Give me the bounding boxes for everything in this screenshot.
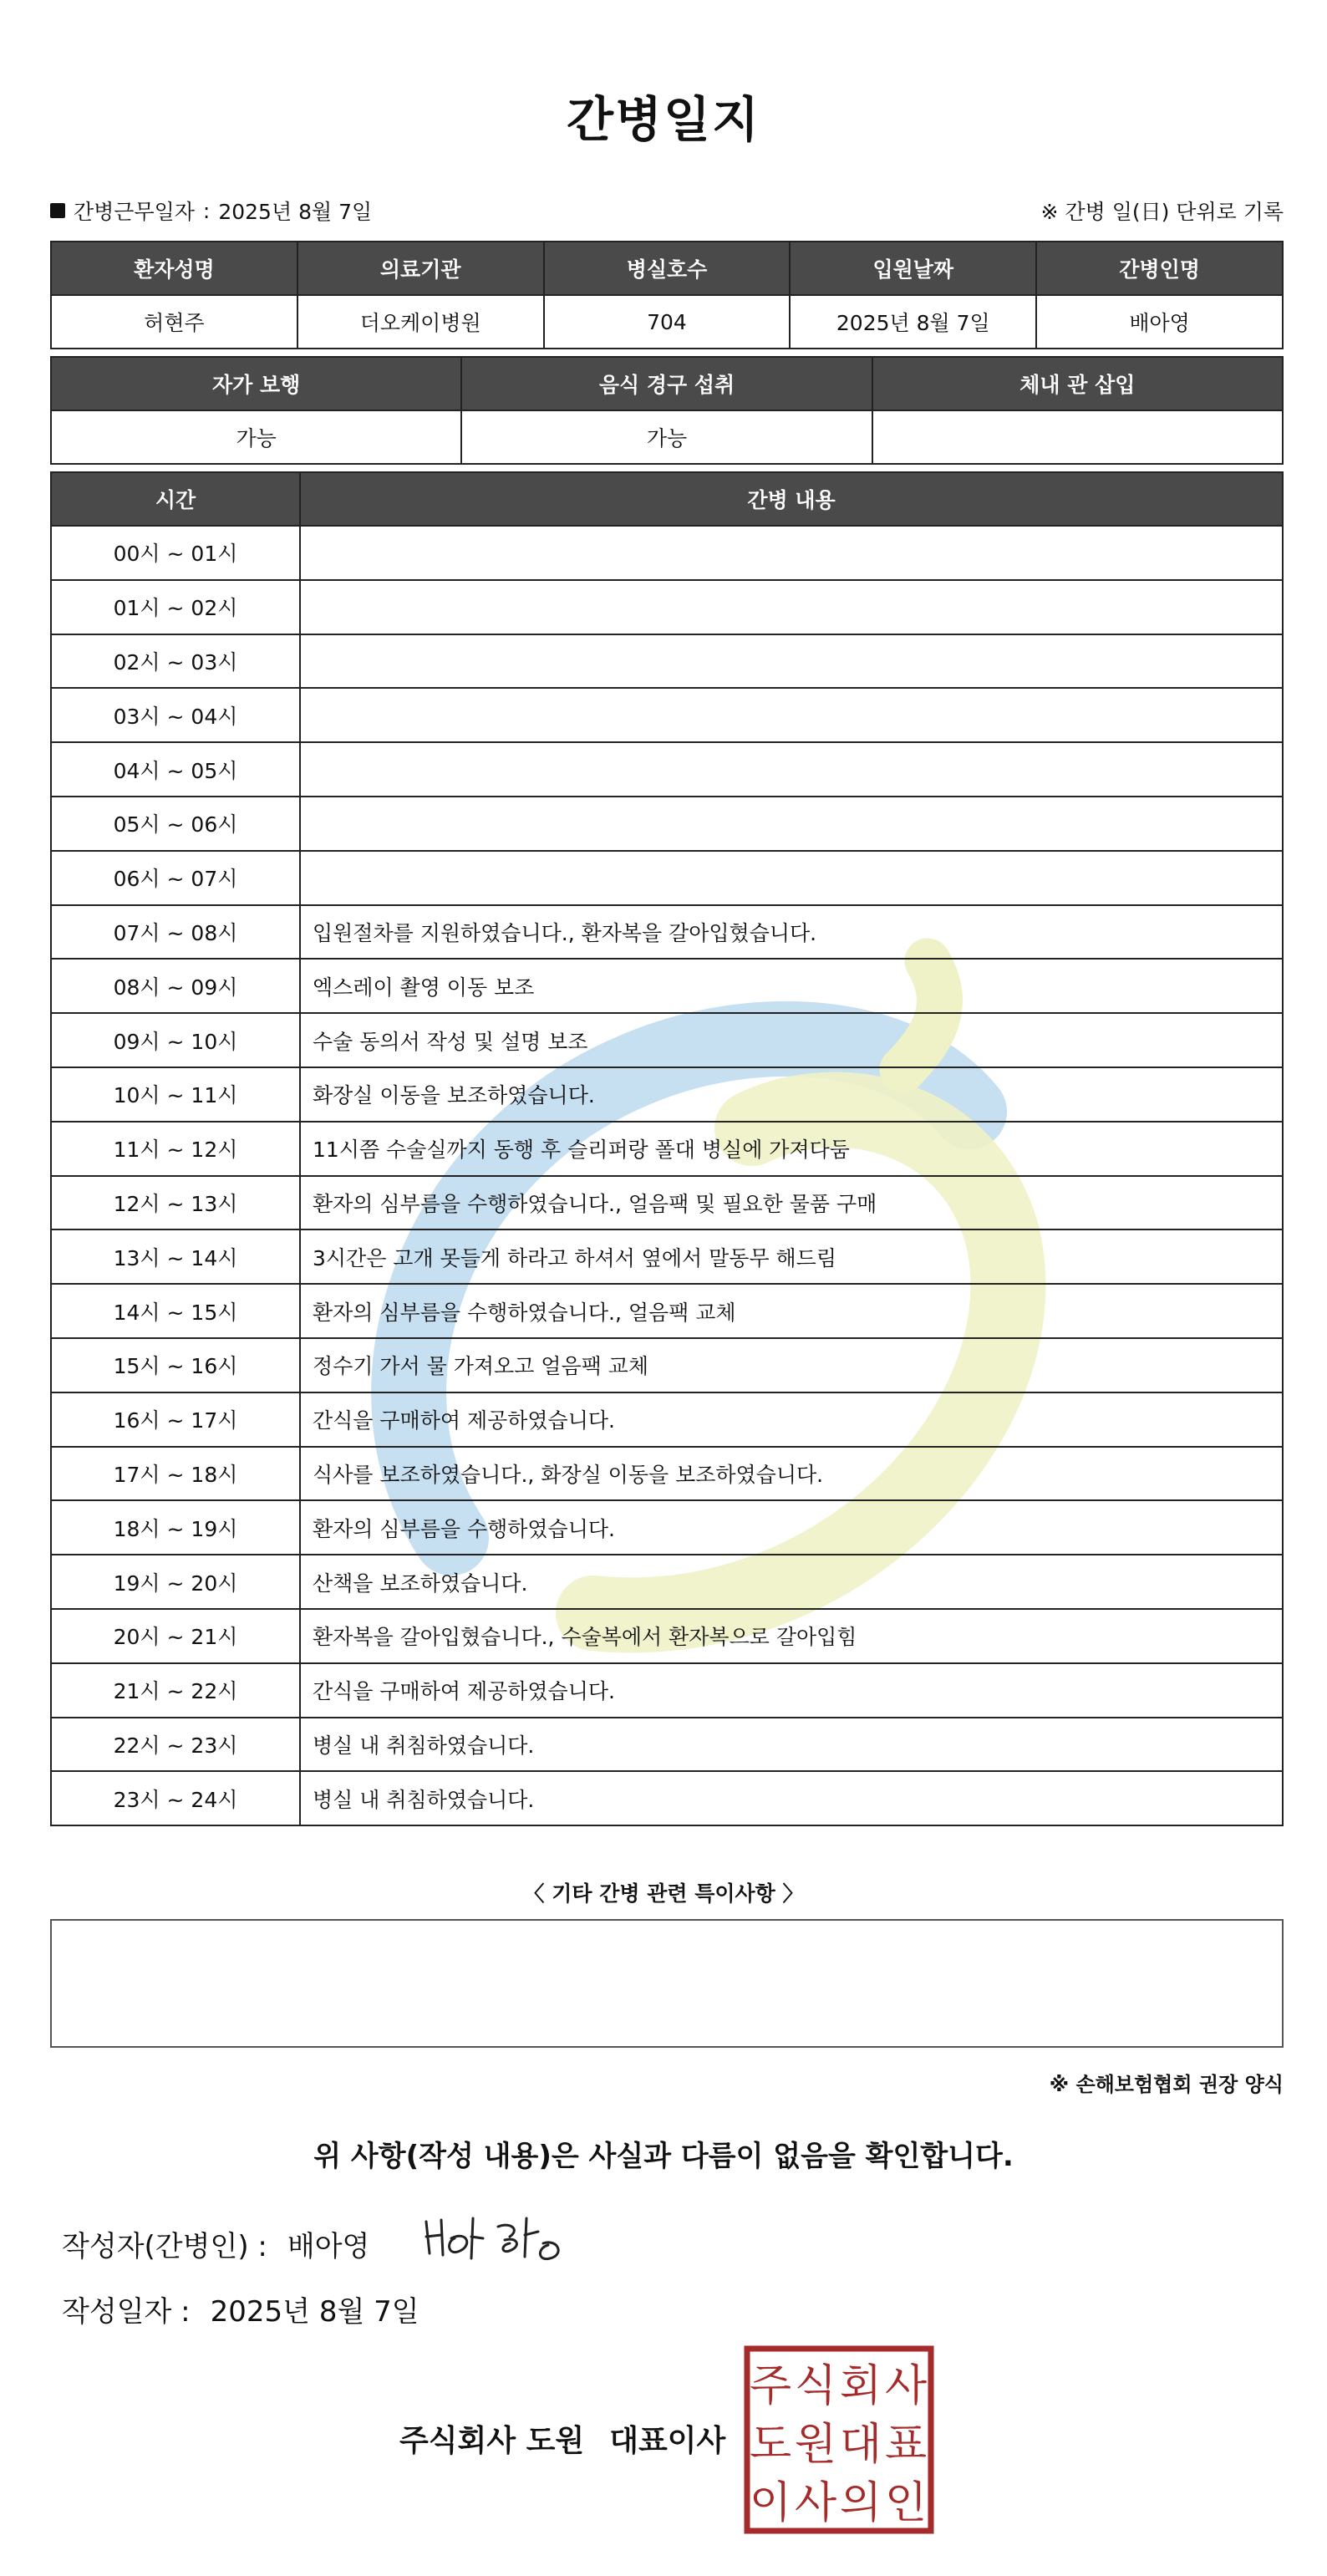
time-cell: 05시 ~ 06시 [51, 797, 300, 851]
header-oral-intake: 음식 경구 섭취 [461, 357, 872, 410]
notes-title: 〈 기타 간병 관련 특이사항 〉 [523, 1881, 804, 1906]
patient-name-cell: 허현주 [51, 295, 297, 349]
seal-glyph: 식 [794, 2361, 837, 2411]
patient-info-table [50, 241, 1284, 349]
table-row [51, 1663, 1283, 1718]
care-content-cell: 3시간은 고개 못들게 하라고 하셔서 옆에서 말동무 해드림 [300, 1229, 1283, 1284]
care-content-cell [300, 851, 1283, 905]
time-cell: 08시 ~ 09시 [51, 959, 300, 1013]
table-row [51, 526, 1283, 580]
table-row [51, 1338, 1283, 1392]
care-content-cell: 환자의 심부름을 수행하였습니다. [300, 1500, 1283, 1555]
care-log-table [50, 471, 1284, 1826]
care-content-cell [300, 797, 1283, 851]
care-content-cell [300, 634, 1283, 689]
table-row [51, 295, 1283, 349]
write-date-label: 작성일자 : [62, 2295, 191, 2329]
table-row [51, 1771, 1283, 1825]
time-cell: 09시 ~ 10시 [51, 1013, 300, 1067]
seal-glyph: 주 [749, 2361, 792, 2411]
table-row [51, 1555, 1283, 1609]
time-cell: 07시 ~ 08시 [51, 905, 300, 960]
time-cell: 22시 ~ 23시 [51, 1718, 300, 1772]
write-date-line [62, 2288, 419, 2329]
time-cell: 19시 ~ 20시 [51, 1555, 300, 1609]
care-content-cell: 수술 동의서 작성 및 설명 보조 [300, 1013, 1283, 1067]
care-content-cell: 병실 내 취침하였습니다. [300, 1718, 1283, 1772]
header-admission-date: 입원날짜 [790, 242, 1036, 295]
company-name: 주식회사 도원 [399, 2424, 585, 2458]
time-cell: 17시 ~ 18시 [51, 1447, 300, 1501]
header-walking: 자가 보행 [51, 357, 461, 410]
caregiver-name-cell: 배아영 [1036, 295, 1283, 349]
seal-glyph: 회 [839, 2361, 882, 2411]
recommend-note: ※ 손해보험협회 권장 양식 [1049, 2073, 1284, 2096]
table-row [51, 634, 1283, 689]
care-content-cell: 식사를 보조하였습니다., 화장실 이동을 보조하였습니다. [300, 1447, 1283, 1501]
care-content-cell [300, 580, 1283, 634]
table-row [51, 1284, 1283, 1338]
walking-cell: 가능 [51, 410, 461, 464]
writer-line [62, 2223, 369, 2264]
care-content-cell: 간식을 구매하여 제공하였습니다. [300, 1663, 1283, 1718]
table-header-row [51, 242, 1283, 295]
writer-label: 작성자(간병인) : [62, 2230, 267, 2263]
seal-glyph: 대 [839, 2420, 882, 2470]
time-cell: 12시 ~ 13시 [51, 1176, 300, 1230]
table-row [51, 1013, 1283, 1067]
oral-intake-cell: 가능 [461, 410, 872, 464]
table-row [51, 580, 1283, 634]
table-row [51, 1500, 1283, 1555]
table-header-row [51, 472, 1283, 526]
time-cell: 03시 ~ 04시 [51, 688, 300, 742]
care-content-cell: 정수기 가서 물 가져오고 얼음팩 교체 [300, 1338, 1283, 1392]
table-row [51, 1176, 1283, 1230]
care-content-cell: 엑스레이 촬영 이동 보조 [300, 959, 1283, 1013]
tube-insertion-cell [872, 410, 1283, 464]
bullet-square-icon [50, 203, 65, 218]
table-row [51, 797, 1283, 851]
work-date-separator: : [202, 198, 211, 223]
care-content-cell: 화장실 이동을 보조하였습니다. [300, 1067, 1283, 1122]
time-cell: 23시 ~ 24시 [51, 1771, 300, 1825]
work-date-line [50, 196, 372, 226]
care-content-cell: 산책을 보조하였습니다. [300, 1555, 1283, 1609]
seal-glyph: 사 [884, 2361, 928, 2411]
time-cell: 00시 ~ 01시 [51, 526, 300, 580]
time-cell: 15시 ~ 16시 [51, 1338, 300, 1392]
seal-glyph: 도 [749, 2420, 792, 2470]
time-cell: 21시 ~ 22시 [51, 1663, 300, 1718]
care-content-cell: 입원절차를 지원하였습니다., 환자복을 갈아입혔습니다. [300, 905, 1283, 960]
care-content-cell: 환자의 심부름을 수행하였습니다., 얼음팩 교체 [300, 1284, 1283, 1338]
time-cell: 10시 ~ 11시 [51, 1067, 300, 1122]
table-row [51, 742, 1283, 797]
care-content-cell [300, 742, 1283, 797]
company-line [399, 2417, 725, 2460]
time-cell: 13시 ~ 14시 [51, 1229, 300, 1284]
confirm-statement: 위 사항(작성 내용)은 사실과 다름이 없음을 확인합니다. [313, 2140, 1014, 2173]
time-cell: 20시 ~ 21시 [51, 1609, 300, 1663]
room-number-cell: 704 [544, 295, 791, 349]
header-time: 시간 [51, 472, 300, 526]
notes-box [50, 1919, 1284, 2048]
header-patient-name: 환자성명 [51, 242, 297, 295]
care-content-cell [300, 526, 1283, 580]
work-date-value: 2025년 8월 7일 [218, 200, 373, 224]
table-row [51, 410, 1283, 464]
seal-glyph: 이 [749, 2478, 792, 2528]
table-row [51, 1229, 1283, 1284]
table-header-row [51, 357, 1283, 410]
header-caregiver-name: 간병인명 [1036, 242, 1283, 295]
time-cell: 02시 ~ 03시 [51, 634, 300, 689]
write-date-value: 2025년 8월 7일 [210, 2295, 419, 2329]
table-row [51, 1718, 1283, 1772]
hospital-cell: 더오케이병원 [297, 295, 544, 349]
time-cell: 06시 ~ 07시 [51, 851, 300, 905]
time-cell: 16시 ~ 17시 [51, 1392, 300, 1447]
header-tube-insertion: 체내 관 삽입 [872, 357, 1283, 410]
handwritten-signature [418, 2197, 577, 2272]
care-content-cell: 환자의 심부름을 수행하였습니다., 얼음팩 및 필요한 물품 구매 [300, 1176, 1283, 1230]
time-cell: 04시 ~ 05시 [51, 742, 300, 797]
table-row [51, 905, 1283, 960]
table-row [51, 1609, 1283, 1663]
admission-date-cell: 2025년 8월 7일 [790, 295, 1036, 349]
time-cell: 11시 ~ 12시 [51, 1122, 300, 1176]
seal-glyph: 사 [794, 2478, 837, 2528]
time-cell: 18시 ~ 19시 [51, 1500, 300, 1555]
table-row [51, 851, 1283, 905]
time-cell: 14시 ~ 15시 [51, 1284, 300, 1338]
header-hospital: 의료기관 [297, 242, 544, 295]
care-content-cell: 간식을 구매하여 제공하였습니다. [300, 1392, 1283, 1447]
work-date-label: 간병근무일자 [74, 200, 195, 224]
time-cell: 01시 ~ 02시 [51, 580, 300, 634]
table-row [51, 1122, 1283, 1176]
seal-glyph: 원 [794, 2420, 837, 2470]
record-note: ※ 간병 일(日) 단위로 기록 [1040, 200, 1284, 224]
table-row [51, 959, 1283, 1013]
seal-glyph: 표 [884, 2420, 928, 2470]
patient-status-table [50, 356, 1284, 465]
company-seal-stamp [744, 2345, 934, 2534]
company-role: 대표이사 [609, 2424, 726, 2458]
header-care-content: 간병 내용 [300, 472, 1283, 526]
care-content-cell [300, 688, 1283, 742]
care-content-cell: 병실 내 취침하였습니다. [300, 1771, 1283, 1825]
table-row [51, 1392, 1283, 1447]
writer-name: 배아영 [287, 2230, 370, 2263]
seal-glyph: 의 [839, 2478, 882, 2528]
seal-glyph: 인 [884, 2478, 928, 2528]
table-row [51, 1447, 1283, 1501]
header-room-number: 병실호수 [544, 242, 791, 295]
page-title: 간병일지 [566, 91, 761, 148]
table-row [51, 688, 1283, 742]
table-row [51, 1067, 1283, 1122]
care-content-cell: 11시쯤 수술실까지 동행 후 슬리퍼랑 폴대 병실에 가져다둠 [300, 1122, 1283, 1176]
care-content-cell: 환자복을 갈아입혔습니다., 수술복에서 환자복으로 갈아입힘 [300, 1609, 1283, 1663]
